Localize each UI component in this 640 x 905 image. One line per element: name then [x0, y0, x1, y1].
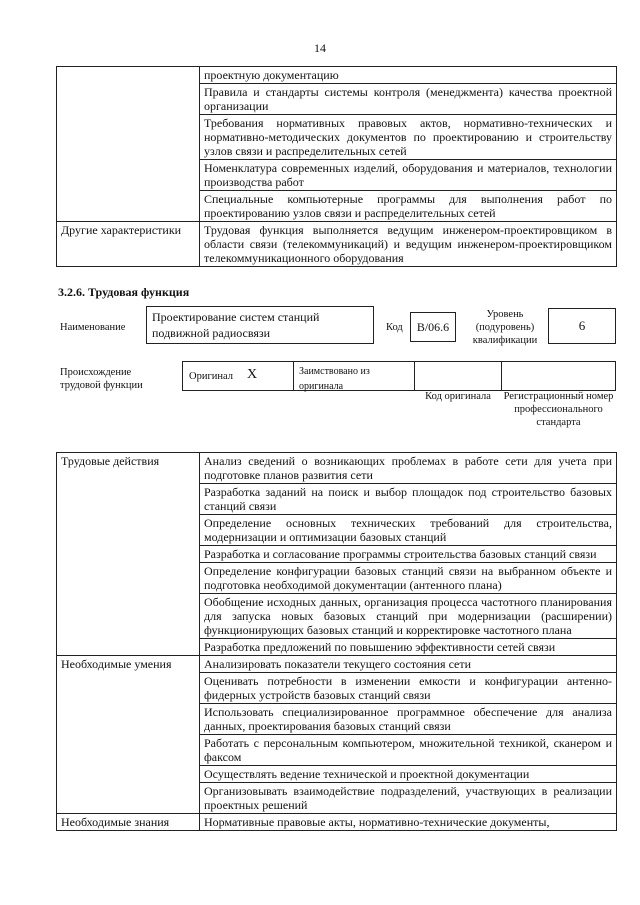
labor-action-item: Определение основных технических требований для строительства, модернизации и оптимизации базовых станций — [200, 515, 617, 546]
skill-item: Организовывать взаимодействие подразделений, участвующих в реализации проектных решений — [200, 783, 617, 814]
labor-action-item: Обобщение исходных данных, организация процесса частотного планирования для запуска новых базовых станций при модернизации (расширении) функционирующих базовых станций и корректировке частотного плана — [200, 594, 617, 639]
borrowed-label: Заимствовано из оригинала — [299, 366, 370, 392]
skill-item: Использовать специализированное программное обеспечение для анализа данных, проектирования базовых станций связи — [200, 704, 617, 735]
skill-item: Осуществлять ведение технической и проектной документации — [200, 766, 617, 783]
knowledge-item: Специальные компьютерные программы для выполнения работ по проектированию узлов связи и распределительных сетей — [200, 191, 617, 222]
labor-actions-label: Трудовые действия — [57, 453, 200, 656]
other-characteristics-label: Другие характеристики — [57, 222, 200, 267]
level-box — [548, 308, 616, 344]
function-name-box — [146, 306, 374, 344]
knowledge-continuation-table — [56, 66, 617, 267]
reg-number-label: Регистрационный номер профессионального стандарта — [503, 391, 614, 428]
borrowed-cell — [293, 361, 415, 391]
knowledge-item: Нормативные правовые акты, нормативно-технические документы, — [200, 814, 617, 831]
labor-action-item: Определение конфигурации базовых станций связи на выбранном объекте и подготовка необходимой документации (антенного плана) — [200, 563, 617, 594]
function-name: Проектирование систем станций подвижной радиосвязи — [152, 310, 320, 340]
origin-label: Происхождение трудовой функции — [60, 367, 143, 391]
row-label-empty — [57, 67, 200, 222]
original-label: Оригинал — [189, 371, 233, 382]
code-original-cell — [414, 361, 502, 391]
section-title: 3.2.6. Трудовая функция — [58, 285, 190, 299]
skill-item: Оценивать потребности в изменении емкости и конфигурации антенно-фидерных устройств базовых станций связи — [200, 673, 617, 704]
skill-item: Работать с персональным компьютером, множительной техникой, сканером и факсом — [200, 735, 617, 766]
skill-item: Анализировать показатели текущего состояния сети — [200, 656, 617, 673]
original-cell — [182, 361, 294, 391]
knowledge-item: Требования нормативных правовых актов, нормативно-технических и нормативно-методических документов по проектированию и строительству узлов связи и распределительных сетей — [200, 115, 617, 160]
original-mark: X — [247, 367, 258, 382]
knowledge-item: проектную документацию — [200, 67, 617, 84]
required-skills-label: Необходимые умения — [57, 656, 200, 814]
code-original-label: Код оригинала — [425, 391, 491, 402]
code-label: Код — [386, 322, 403, 333]
name-label: Наименование — [60, 322, 126, 333]
code-box — [410, 312, 456, 342]
other-characteristics-text: Трудовая функция выполняется ведущим инженером-проектировщиком в области связи (телекоммуникаций) и ведущим инженером-проектировщиком телекоммуникационного оборудования — [200, 222, 617, 267]
labor-action-item: Разработка и согласование программы строительства базовых станций связи — [200, 546, 617, 563]
level-value: 6 — [578, 318, 586, 333]
labor-function-table — [56, 452, 617, 831]
required-knowledge-label: Необходимые знания — [57, 814, 200, 831]
reg-number-cell — [501, 361, 616, 391]
page-number: 14 — [314, 41, 326, 55]
knowledge-item: Правила и стандарты системы контроля (менеджмента) качества проектной организации — [200, 84, 617, 115]
labor-action-item: Разработка заданий на поиск и выбор площадок под строительство базовых станций связи — [200, 484, 617, 515]
level-label: Уровень (подуровень) квалификации — [472, 309, 538, 346]
knowledge-item: Номенклатура современных изделий, оборудования и материалов, технологии производства работ — [200, 160, 617, 191]
labor-action-item: Разработка предложений по повышению эффективности сетей связи — [200, 639, 617, 656]
code-value: B/06.6 — [416, 320, 450, 334]
labor-action-item: Анализ сведений о возникающих проблемах в работе сети для учета при подготовке планов развития сети — [200, 453, 617, 484]
